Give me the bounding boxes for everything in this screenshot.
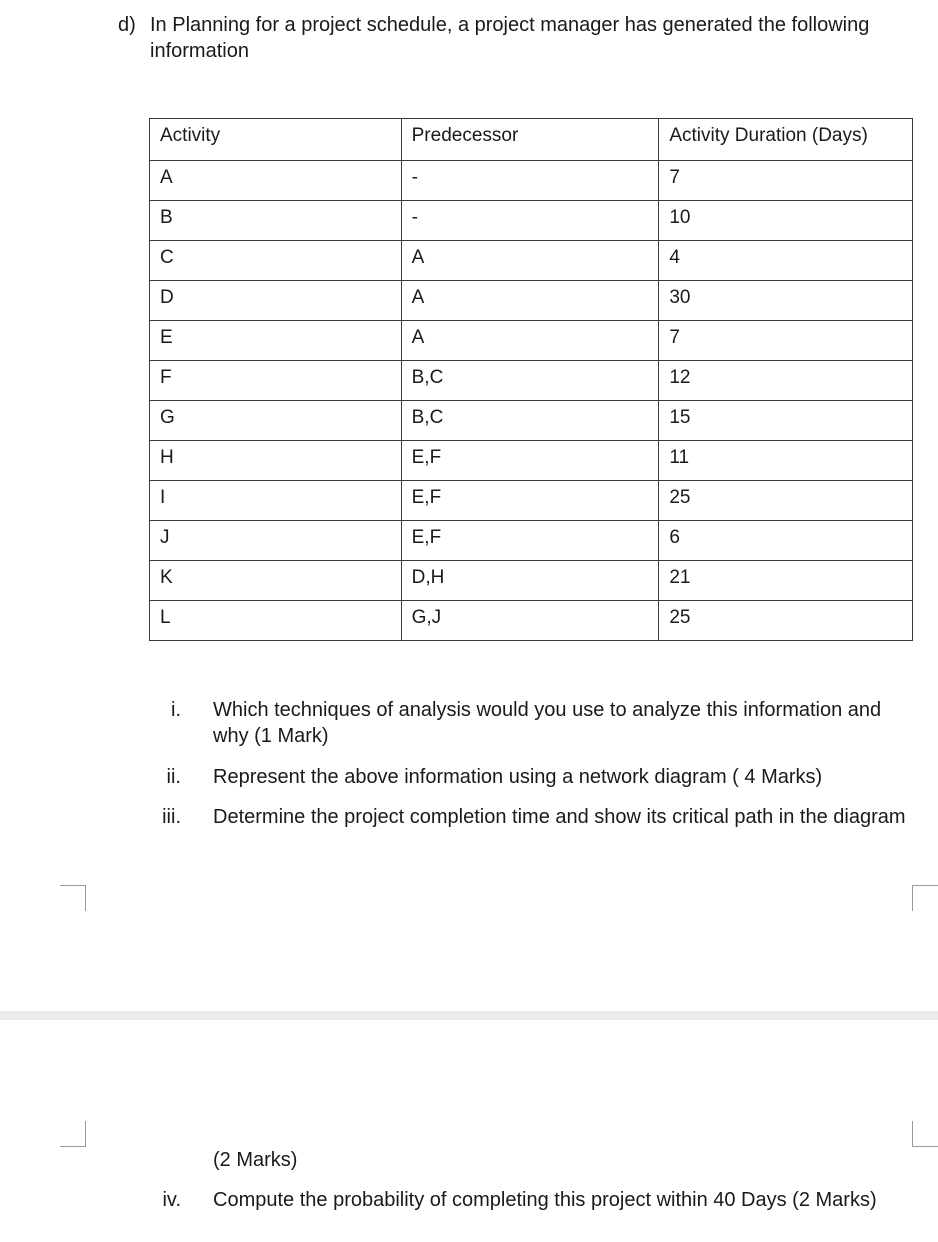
cell-activity: F <box>150 361 402 401</box>
sub-question-text: Represent the above information using a network diagram ( 4 Marks) <box>213 766 823 788</box>
cell-predecessor: - <box>401 161 659 201</box>
cell-predecessor: B,C <box>401 401 659 441</box>
crop-mark-icon <box>912 885 938 911</box>
cell-activity: D <box>150 281 402 321</box>
cell-predecessor: A <box>401 281 659 321</box>
sub-question-number: ii. <box>166 766 181 788</box>
question-label: d) <box>118 14 136 36</box>
cell-duration: 7 <box>659 161 913 201</box>
page-separator <box>0 1011 938 1020</box>
table-row <box>150 161 913 201</box>
table-row <box>150 321 913 361</box>
table-row <box>150 561 913 601</box>
cell-duration: 4 <box>659 241 913 281</box>
cell-predecessor: A <box>401 241 659 281</box>
crop-mark-icon <box>912 1121 938 1147</box>
crop-mark-icon <box>60 1121 86 1147</box>
cell-duration: 12 <box>659 361 913 401</box>
table-row <box>150 401 913 441</box>
schedule-table <box>149 118 913 641</box>
sub-question-text: Compute the probability of completing this project within 40 Days (2 Marks) <box>213 1189 877 1211</box>
header-predecessor: Predecessor <box>401 119 659 161</box>
cell-predecessor: E,F <box>401 441 659 481</box>
table-row <box>150 481 913 521</box>
cell-activity: B <box>150 201 402 241</box>
sub-question-number: i. <box>171 699 181 721</box>
cell-activity: K <box>150 561 402 601</box>
crop-mark-icon <box>60 885 86 911</box>
header-duration: Activity Duration (Days) <box>659 119 913 161</box>
cell-duration: 6 <box>659 521 913 561</box>
cell-duration: 11 <box>659 441 913 481</box>
sub-question-number: iv. <box>162 1189 181 1211</box>
table-row <box>150 241 913 281</box>
cell-activity: A <box>150 161 402 201</box>
table-row <box>150 441 913 481</box>
cell-activity: H <box>150 441 402 481</box>
cell-predecessor: B,C <box>401 361 659 401</box>
cell-duration: 21 <box>659 561 913 601</box>
table-row <box>150 281 913 321</box>
cell-predecessor: E,F <box>401 521 659 561</box>
sub-question-number: iii. <box>162 806 181 828</box>
cell-predecessor: - <box>401 201 659 241</box>
question-text: In Planning for a project schedule, a project manager has generated the following information <box>150 14 870 62</box>
cell-duration: 30 <box>659 281 913 321</box>
cell-predecessor: D,H <box>401 561 659 601</box>
header-activity: Activity <box>150 119 402 161</box>
cell-duration: 7 <box>659 321 913 361</box>
cell-predecessor: E,F <box>401 481 659 521</box>
sub-question-text: Determine the project completion time and show its critical path in the diagram <box>213 806 906 828</box>
sub-question-text: Which techniques of analysis would you use to analyze this information and why (1 Mark) <box>213 699 882 747</box>
table-row <box>150 521 913 561</box>
cell-predecessor: G,J <box>401 601 659 641</box>
marks-continuation: (2 Marks) <box>213 1149 298 1171</box>
cell-activity: I <box>150 481 402 521</box>
cell-activity: L <box>150 601 402 641</box>
cell-duration: 10 <box>659 201 913 241</box>
cell-predecessor: A <box>401 321 659 361</box>
cell-activity: C <box>150 241 402 281</box>
cell-activity: J <box>150 521 402 561</box>
table-row <box>150 361 913 401</box>
cell-duration: 25 <box>659 601 913 641</box>
cell-duration: 25 <box>659 481 913 521</box>
cell-activity: G <box>150 401 402 441</box>
cell-activity: E <box>150 321 402 361</box>
table-row <box>150 201 913 241</box>
cell-duration: 15 <box>659 401 913 441</box>
table-row <box>150 601 913 641</box>
table-header-row <box>150 119 913 161</box>
